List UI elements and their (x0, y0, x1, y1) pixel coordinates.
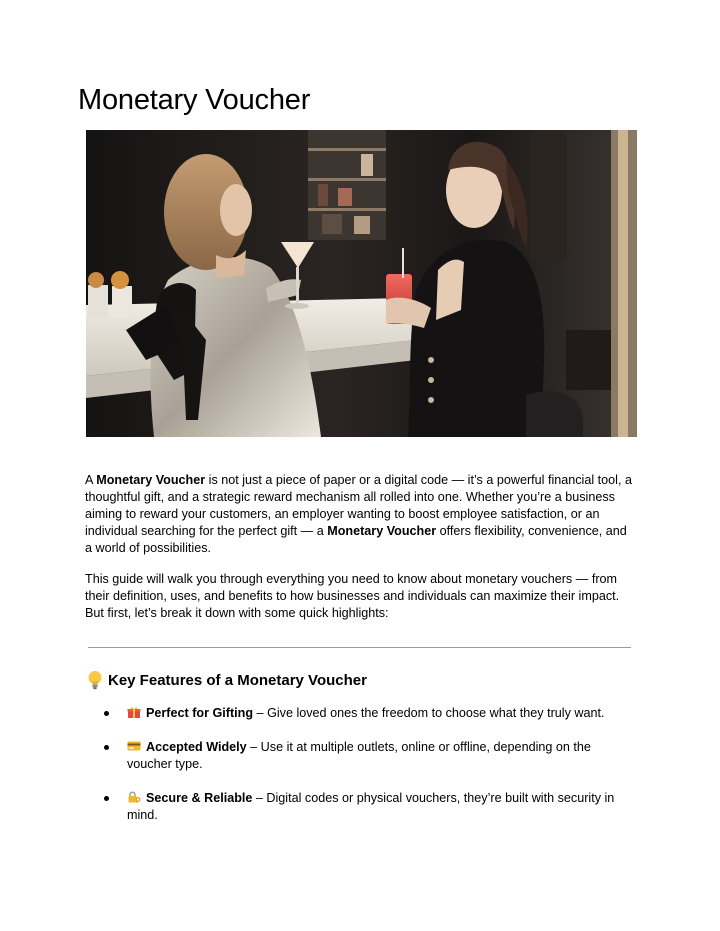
gift-icon (127, 706, 141, 718)
horizontal-divider (88, 647, 631, 648)
guide-paragraph: This guide will walk you through everything you need to know about monetary vouchers — from their definition, uses, and benefits to how businesses and individuals can maximize their impact. But first, let’s break it down with some quick highlights: (85, 572, 620, 620)
bullet (104, 796, 109, 801)
photo-two-women-at-bar-icon (86, 130, 637, 437)
list-item: Secure & Reliable – Digital codes or physical vouchers, they’re built with security in mind. (104, 790, 634, 824)
bullet (104, 711, 109, 716)
bullet (104, 745, 109, 750)
hero-photo (86, 130, 637, 437)
lightbulb-icon (86, 670, 104, 690)
features-list (104, 705, 634, 841)
list-item: Perfect for Gifting – Give loved ones the freedom to choose what they truly want. (104, 705, 634, 722)
list-item: Accepted Widely – Use it at multiple outlets, online or offline, depending on the voucher type. (104, 739, 634, 773)
section-heading (86, 670, 367, 690)
intro-paragraph: A Monetary Voucher is not just a piece of paper or a digital code — it’s a powerful financial tool, a thoughtful gift, and a strategic reward mechanism all rolled into one. Whether you’re a business aiming to reward your customers, an employer wanting to boost employee satisfaction, or an individual searching for the perfect gift — a Monetary Voucher offers flexibility, convenience, and a world of possibilities. (85, 473, 632, 555)
section-heading-text: Key Features of a Monetary Voucher (108, 671, 367, 689)
credit-card-icon (127, 740, 141, 752)
lock-key-icon (127, 791, 141, 803)
page-title: Monetary Voucher (78, 84, 311, 116)
